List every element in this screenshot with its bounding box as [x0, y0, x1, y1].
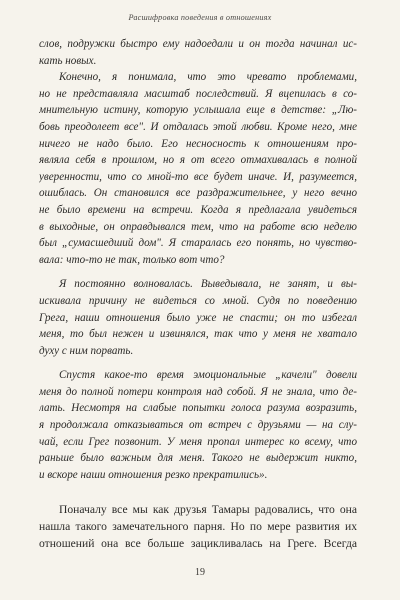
text-line: раньше было важным для меня. Такого не выдержит никто,	[39, 452, 357, 465]
running-head: Расшифровка поведения в отношениях	[128, 13, 272, 22]
text-line: Конечно, я понимала, что это чревато проблемами,	[59, 71, 357, 84]
text-line: Я постоянно волновалась. Выведывала, не занят, и вы-	[59, 278, 357, 291]
paragraph-5	[39, 502, 357, 552]
text-line: уверенности, что со мной-то все будет иначе. И, разумеется,	[39, 170, 357, 183]
text-line: ошиблась. Он становился все раздражительнее, у него вечно	[39, 187, 357, 200]
text-line: но не представляла масштаб последствий. Я вцепилась в со-	[39, 87, 357, 100]
text-line: Поначалу все мы как друзья Тамары радовались, что она	[59, 503, 357, 517]
text-line: был „сумасшедший дом". Я старалась его понять, но чувство-	[39, 237, 357, 250]
text-line: кать новых.	[39, 54, 97, 67]
body-text	[39, 36, 357, 552]
text-line: меня до полной потери контроля над собой. Я не знала, что де-	[39, 385, 357, 398]
paragraph-gap	[39, 359, 357, 367]
paragraph-4	[39, 367, 357, 483]
paragraph-1	[39, 36, 357, 69]
text-line: Спустя какое-то время эмоциональные „качели" довели	[59, 369, 357, 382]
text-line: Грега, наши отношения было уже не спасти; он то избегал	[39, 311, 357, 324]
text-line: меня, то был нежен и извинялся, так что у меня не хватало	[39, 328, 357, 341]
text-line: чай, если Грег позвонит. У меня пропал интерес ко всему, что	[39, 435, 357, 448]
text-line: вала: что-то не так, только вот что?	[39, 253, 225, 266]
text-line: ничего не надо было. Его несносность к отношениям про-	[39, 137, 357, 150]
paragraph-3	[39, 276, 357, 359]
text-line: духу с ним порвать.	[39, 344, 134, 357]
text-line: в выходные, он оправдывался тем, что на работе всю неделю	[39, 220, 357, 233]
text-line: и вскоре наши отношения резко прекратились».	[39, 468, 268, 481]
text-line: бовь преодолеет все". И отдалась этой любви. Кроме него, мне	[39, 120, 357, 133]
text-line: искивала причину не видеться со мной. Судя по поведению	[39, 294, 357, 307]
paragraph-gap	[39, 483, 357, 502]
text-line: не было времени на встречи. Когда я предлагала увидеться	[39, 203, 357, 216]
text-line: являла себя в прошлом, но я от всего отмахивалась в полной	[39, 154, 357, 167]
page-number: 19	[195, 567, 205, 578]
text-line: отношений она все больше зацикливалась на Греге. Всегда	[39, 536, 357, 550]
text-line: я продолжала отказываться от встреч с друзьями — на слу-	[39, 419, 357, 432]
text-line: мнительную истину, которую услышала еще в детстве: „Лю-	[39, 104, 357, 117]
paragraph-gap	[39, 268, 357, 276]
text-line: нашла такого замечательного парня. Но по мере развития их	[39, 520, 357, 534]
paragraph-2	[39, 69, 357, 268]
text-line: слов, подружки быстро ему надоедали и он тогда начинал ис-	[39, 38, 357, 50]
text-line: лать. Несмотря на слабые попытки голоса разума возразить,	[39, 402, 357, 415]
